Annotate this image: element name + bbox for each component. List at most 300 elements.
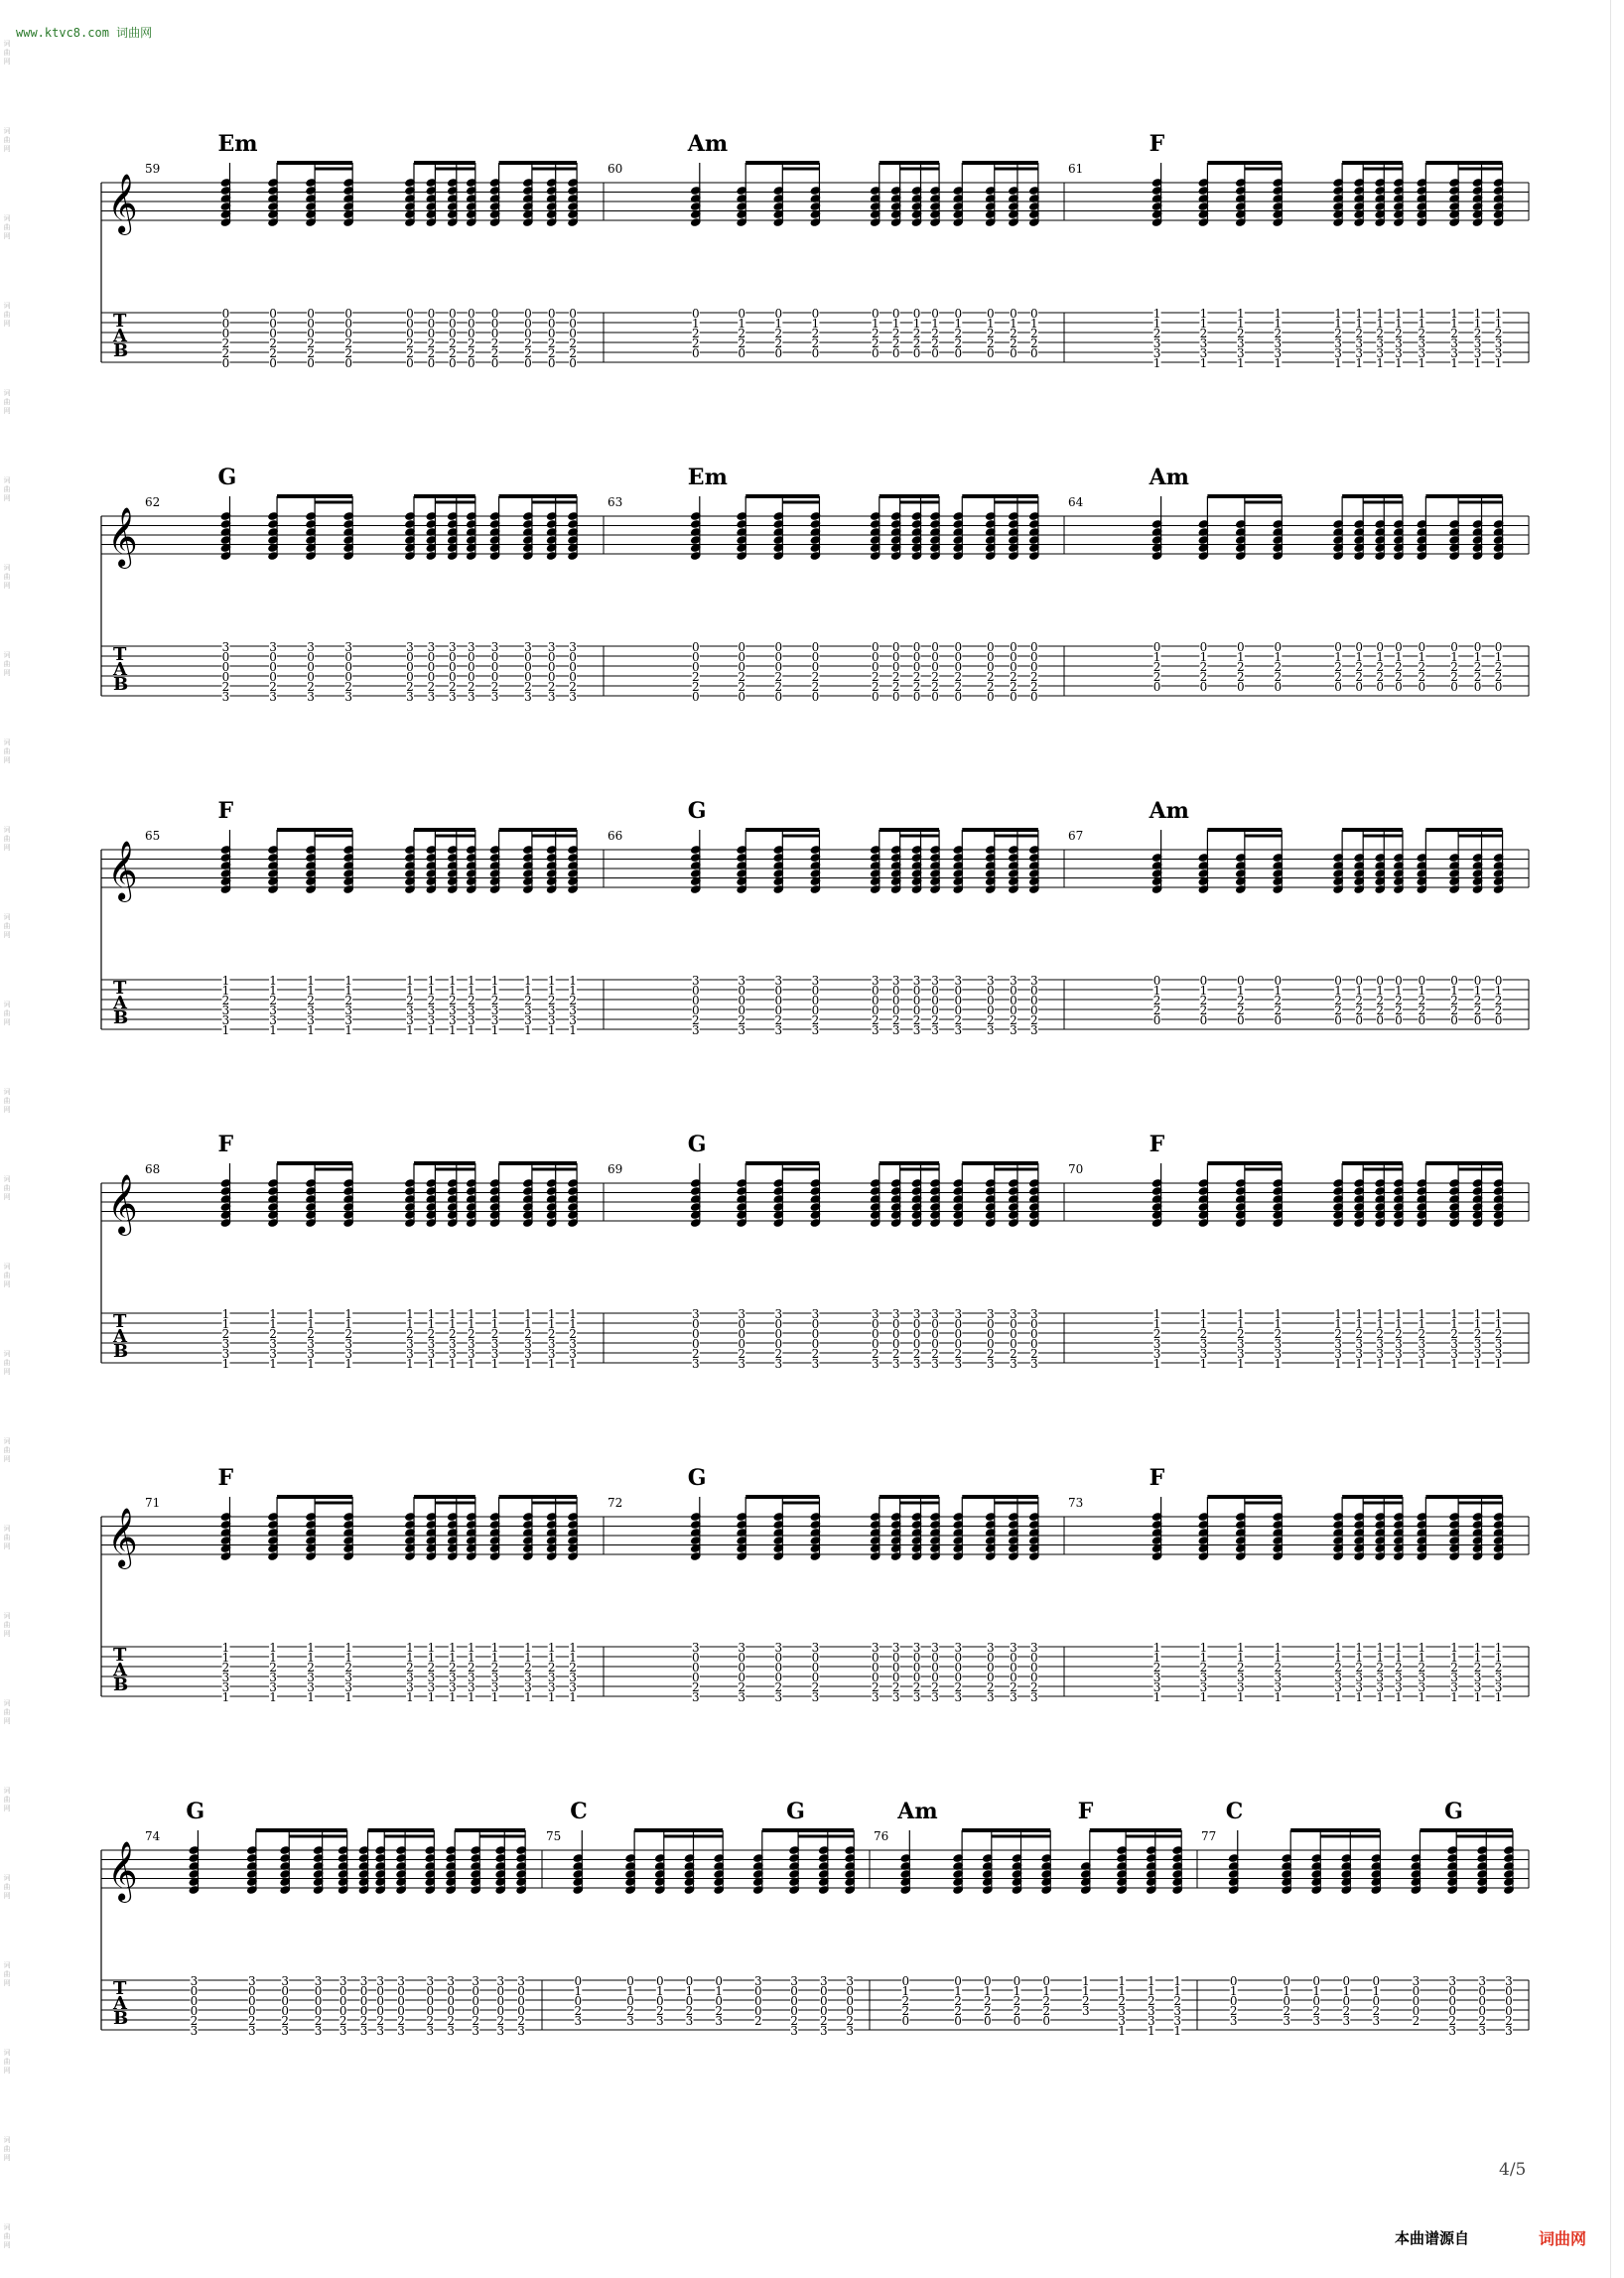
tab-fret-number: 0 xyxy=(912,660,921,674)
tab-fret-number: 3 xyxy=(1334,1680,1342,1694)
tab-fret-number: 0 xyxy=(871,994,880,1007)
tab-fret-number: 0 xyxy=(871,1004,880,1017)
tab-fret-number: 2 xyxy=(1152,1327,1161,1341)
tab-fret-number: 1 xyxy=(427,1023,436,1037)
tab-fret-number: 1 xyxy=(524,1641,532,1655)
tab-fret-number: 0 xyxy=(1342,1994,1351,2008)
tab-fret-number: 0 xyxy=(691,690,700,704)
tab-fret-number: 1 xyxy=(715,1984,724,1998)
tab-fret-number: 0 xyxy=(954,994,963,1007)
tab-fret-number: 1 xyxy=(1199,317,1208,331)
tab-fret-number: 0 xyxy=(524,660,532,674)
measure-number: 63 xyxy=(608,495,623,509)
tab-fret-number: 3 xyxy=(427,1013,436,1027)
tab-fret-number: 0 xyxy=(891,984,900,998)
tab-fret-number: 3 xyxy=(406,690,414,704)
tab-fret-number: 2 xyxy=(490,1327,499,1341)
tab-fret-number: 0 xyxy=(1030,994,1038,1007)
tab-fret-number: 1 xyxy=(1334,1651,1342,1665)
measure xyxy=(608,1465,1040,1704)
tab-fret-number: 0 xyxy=(517,2004,525,2018)
tab-fret-number: 2 xyxy=(1030,680,1038,694)
tab-fret-number: 2 xyxy=(1199,660,1208,674)
tab-fret-number: 0 xyxy=(774,660,783,674)
tab-fret-number: 1 xyxy=(1237,356,1245,370)
tab-fret-number: 3 xyxy=(1147,2014,1155,2028)
tab-fret-number: 3 xyxy=(448,640,457,654)
tab-fret-number: 2 xyxy=(1494,1327,1503,1341)
tab-fret-number: 0 xyxy=(811,1661,820,1675)
tab-fret-number: 0 xyxy=(1013,2014,1021,2028)
tab-fret-number: 1 xyxy=(406,974,414,988)
measure xyxy=(145,1799,527,2038)
footer-logo[interactable]: 词曲网 xyxy=(1539,2229,1587,2248)
tab-fret-number: 0 xyxy=(468,327,475,340)
watermark-char: 词 xyxy=(3,40,11,48)
tab-fret-number: 0 xyxy=(753,2004,762,2018)
tab-fret-number: 3 xyxy=(931,1357,939,1371)
tab-fret-number: 2 xyxy=(691,327,700,340)
tab-fret-number: 3 xyxy=(468,1347,475,1361)
tab-fret-number: 2 xyxy=(1334,327,1342,340)
tab-fret-number: 0 xyxy=(912,1327,921,1341)
tab-fret-number: 2 xyxy=(738,327,746,340)
watermark-char: 曲 xyxy=(3,1184,11,1192)
tab-fret-number: 3 xyxy=(1274,1337,1283,1351)
tab-fret-number: 3 xyxy=(547,1347,556,1361)
chord-name: Am xyxy=(897,1799,938,1824)
tab-fret-number: 0 xyxy=(790,1984,798,1998)
tab-fret-number: 1 xyxy=(547,1641,556,1655)
treble-clef-icon: 𝄞 xyxy=(107,507,138,567)
measure xyxy=(608,465,1040,704)
measure xyxy=(608,798,1040,1037)
tab-fret-number: 3 xyxy=(221,1680,230,1694)
tab-fret-number: 2 xyxy=(912,336,921,350)
tab-fret-number: 3 xyxy=(1448,2024,1457,2038)
tab-fret-number: 3 xyxy=(774,1641,783,1655)
footer-source-label: 本曲谱源自 xyxy=(1395,2229,1470,2247)
watermark-char: 网 xyxy=(3,931,11,939)
tab-fret-number: 2 xyxy=(685,2004,694,2018)
tab-fret-number: 0 xyxy=(1010,307,1017,321)
tab-fret-number: 2 xyxy=(1173,1994,1182,2008)
tab-fret-number: 1 xyxy=(1237,1317,1245,1331)
tab-fret-number: 0 xyxy=(281,1984,290,1998)
tab-fret-number: 1 xyxy=(1199,1690,1208,1704)
tab-fret-number: 2 xyxy=(524,346,532,360)
chord-name: Em xyxy=(687,465,728,490)
tab-fret-number: 0 xyxy=(691,1671,700,1684)
tab-fret-number: 0 xyxy=(314,1994,323,2008)
tab-fret-number: 0 xyxy=(1312,1994,1321,2008)
tab-fret-number: 1 xyxy=(1237,650,1245,664)
tab-fret-number: 0 xyxy=(1448,1984,1457,1998)
watermark-char: 词 xyxy=(3,2049,11,2057)
tab-fret-number: 0 xyxy=(569,356,577,370)
measure-number: 67 xyxy=(1068,829,1084,843)
tab-fret-number: 0 xyxy=(954,307,963,321)
tab-fret-number: 3 xyxy=(774,1307,783,1321)
watermark-char: 词 xyxy=(3,476,11,484)
tab-fret-number: 0 xyxy=(891,1327,900,1341)
tab-fret-number: 2 xyxy=(774,1680,783,1694)
tab-fret-number: 1 xyxy=(307,1307,315,1321)
tab-fret-number: 1 xyxy=(871,317,880,331)
tab-fret-number: 2 xyxy=(912,1347,921,1361)
tab-fret-number: 2 xyxy=(1355,670,1364,684)
tab-fret-number: 0 xyxy=(1274,974,1283,988)
tab-fret-number: 0 xyxy=(1355,640,1364,654)
tab-fret-number: 2 xyxy=(954,336,963,350)
tab-fret-number: 0 xyxy=(931,1004,939,1017)
tab-fret-number: 1 xyxy=(1342,1984,1351,1998)
tab-fret-number: 3 xyxy=(1147,2004,1155,2018)
chord-name: Am xyxy=(687,131,729,157)
tab-fret-number: 3 xyxy=(931,1307,939,1321)
tab-fret-number: 3 xyxy=(1418,1671,1426,1684)
measure-number: 60 xyxy=(608,162,623,176)
tab-fret-number: 0 xyxy=(738,1337,746,1351)
treble-clef-icon: 𝄞 xyxy=(107,174,138,233)
tab-fret-number: 1 xyxy=(1010,317,1017,331)
tab-fret-number: 0 xyxy=(344,670,352,684)
tab-fret-number: 0 xyxy=(871,1661,880,1675)
tab-fret-number: 2 xyxy=(269,1327,277,1341)
tab-fret-number: 0 xyxy=(819,2004,828,2018)
tab-fret-number: 2 xyxy=(447,2014,456,2028)
tab-fret-number: 1 xyxy=(983,1984,992,1998)
tab-fret-number: 3 xyxy=(1355,346,1364,360)
tab-fret-number: 0 xyxy=(1010,1327,1017,1341)
tab-fret-number: 0 xyxy=(986,640,995,654)
tab-fret-number: 1 xyxy=(1173,1984,1182,1998)
tab-fret-number: 2 xyxy=(811,336,820,350)
tab-fret-number: 2 xyxy=(547,680,556,694)
tab-fret-number: 2 xyxy=(1376,994,1385,1007)
tab-fret-number: 2 xyxy=(344,994,352,1007)
tab-fret-number: 1 xyxy=(1274,356,1283,370)
tab-fret-number: 2 xyxy=(986,327,995,340)
tab-fret-number: 0 xyxy=(406,660,414,674)
tab-fret-number: 3 xyxy=(427,640,436,654)
tab-fret-number: 0 xyxy=(983,1974,992,1988)
tab-fret-number: 1 xyxy=(1334,307,1342,321)
tab-fret-number: 0 xyxy=(954,1004,963,1017)
tab-fret-number: 0 xyxy=(738,984,746,998)
tab-fret-number: 2 xyxy=(427,1661,436,1675)
tab-fret-number: 0 xyxy=(406,327,414,340)
tab-fret-number: 3 xyxy=(406,1004,414,1017)
tab-fret-number: 1 xyxy=(1418,1357,1426,1371)
tab-fret-number: 2 xyxy=(1030,670,1038,684)
tab-fret-number: 1 xyxy=(1147,1974,1155,1988)
tab-fret-number: 2 xyxy=(468,336,475,350)
tab-fret-number: 2 xyxy=(738,670,746,684)
tab-fret-number: 0 xyxy=(986,307,995,321)
tab-fret-number: 1 xyxy=(1152,1641,1161,1655)
tab-fret-number: 0 xyxy=(1199,1013,1208,1027)
tab-fret-number: 0 xyxy=(1010,346,1017,360)
tab-fret-number: 1 xyxy=(1418,1317,1426,1331)
tab-fret-number: 0 xyxy=(221,317,230,331)
tab-fret-number: 0 xyxy=(691,346,700,360)
tab-fret-number: 3 xyxy=(912,1307,921,1321)
tab-fret-number: 1 xyxy=(1473,307,1482,321)
tab-fret-number: 0 xyxy=(931,1671,939,1684)
tab-fret-number: 2 xyxy=(1418,327,1426,340)
tab-fret-number: 0 xyxy=(685,1974,694,1988)
tab-fret-number: 1 xyxy=(1450,356,1458,370)
tab-fret-number: 1 xyxy=(269,1690,277,1704)
tab-fret-number: 2 xyxy=(871,1347,880,1361)
tab-fret-number: 0 xyxy=(691,994,700,1007)
watermark-char: 词 xyxy=(3,1525,11,1533)
tab-fret-number: 2 xyxy=(912,680,921,694)
tab-fret-number: 2 xyxy=(344,336,352,350)
tab-fret-number: 0 xyxy=(954,660,963,674)
watermark-char: 网 xyxy=(3,1018,11,1026)
tab-fret-number: 2 xyxy=(871,680,880,694)
tab-fret-number: 0 xyxy=(1334,1013,1342,1027)
tab-fret-number: 0 xyxy=(1010,640,1017,654)
watermark-char: 词 xyxy=(3,127,11,135)
tab-fret-number: 2 xyxy=(426,2014,435,2028)
tab-fret-number: 2 xyxy=(569,346,577,360)
tab-fret-number: 2 xyxy=(1478,2014,1487,2028)
tab-fret-number: 1 xyxy=(1473,1690,1482,1704)
tab-fret-number: 3 xyxy=(691,974,700,988)
tab-fret-number: 3 xyxy=(1118,2014,1126,2028)
tab-fret-number: 2 xyxy=(811,327,820,340)
tab-fret-number: 0 xyxy=(811,1004,820,1017)
tab-fret-number: 3 xyxy=(1473,336,1482,350)
tab-fret-number: 1 xyxy=(1118,1974,1126,1988)
tab-fret-number: 0 xyxy=(986,650,995,664)
tab-fret-number: 3 xyxy=(269,1337,277,1351)
tab-fret-number: 1 xyxy=(490,1690,499,1704)
tab-fret-number: 3 xyxy=(406,1680,414,1694)
tab-fret-number: 1 xyxy=(524,1651,532,1665)
tab-fret-number: 1 xyxy=(221,1307,230,1321)
tab-fret-number: 3 xyxy=(524,1337,532,1351)
tab-fret-number: 2 xyxy=(307,1327,315,1341)
tab-fret-number: 1 xyxy=(1494,1357,1503,1371)
tab-fret-number: 3 xyxy=(738,1357,746,1371)
tab-fret-number: 0 xyxy=(524,650,532,664)
tab-fret-number: 2 xyxy=(1494,670,1503,684)
tab-fret-number: 0 xyxy=(891,307,900,321)
tab-fret-number: 2 xyxy=(1274,1327,1283,1341)
tab-fret-number: 0 xyxy=(344,307,352,321)
tab-fret-number: 3 xyxy=(376,1974,385,1988)
tab-fret-number: 0 xyxy=(1030,307,1038,321)
tab-fret-number: 0 xyxy=(1030,1317,1038,1331)
tab-fret-number: 1 xyxy=(344,1357,352,1371)
tab-fret-number: 2 xyxy=(547,346,556,360)
tab-fret-number: 1 xyxy=(1274,307,1283,321)
tab-fret-number: 3 xyxy=(1152,336,1161,350)
tab-fret-number: 3 xyxy=(1418,1347,1426,1361)
tab-fret-number: 0 xyxy=(891,994,900,1007)
tab-fret-number: 1 xyxy=(1494,1317,1503,1331)
tab-fret-number: 2 xyxy=(1118,1994,1126,2008)
tab-fret-number: 0 xyxy=(1412,2004,1421,2018)
tab-fret-number: 1 xyxy=(1199,1651,1208,1665)
tab-fret-number: 2 xyxy=(248,2014,256,2028)
tab-fret-number: 2 xyxy=(490,994,499,1007)
tab-fret-number: 1 xyxy=(448,1307,457,1321)
tab-fret-number: 1 xyxy=(1418,307,1426,321)
tab-fret-number: 2 xyxy=(1030,1013,1038,1027)
site-url[interactable]: www.ktvc8.com 词曲网 xyxy=(16,26,153,40)
tab-fret-number: 0 xyxy=(912,1337,921,1351)
tab-fret-number: 0 xyxy=(1229,1994,1238,2008)
tab-fret-number: 3 xyxy=(912,1690,921,1704)
tab-fret-number: 2 xyxy=(221,1661,230,1675)
watermark-char: 曲 xyxy=(3,398,11,406)
tab-fret-number: 2 xyxy=(468,680,475,694)
tab-fret-number: 2 xyxy=(574,2004,583,2018)
tab-fret-number: 1 xyxy=(427,1641,436,1655)
tab-fret-number: 2 xyxy=(547,336,556,350)
tab-fret-number: 2 xyxy=(1395,660,1403,674)
watermark-char: 网 xyxy=(3,1455,11,1463)
tab-fret-number: 2 xyxy=(1395,327,1403,340)
tab-fret-number: 3 xyxy=(891,1690,900,1704)
tab-fret-number: 3 xyxy=(269,1347,277,1361)
tab-fret-number: 2 xyxy=(1395,670,1403,684)
tab-fret-number: 0 xyxy=(1450,680,1458,694)
tab-fret-number: 0 xyxy=(397,1994,405,2008)
chord-name: F xyxy=(217,798,234,824)
tab-fret-number: 3 xyxy=(1030,974,1038,988)
tab-fret-number: 3 xyxy=(1334,1347,1342,1361)
tab-fret-number: 2 xyxy=(406,1661,414,1675)
tab-fret-number: 3 xyxy=(1237,1347,1245,1361)
tab-fret-number: 0 xyxy=(1010,650,1017,664)
tab-fret-number: 0 xyxy=(774,640,783,654)
tab-fret-number: 0 xyxy=(344,317,352,331)
tab-fret-number: 3 xyxy=(490,1337,499,1351)
tab-fret-number: 1 xyxy=(1237,1357,1245,1371)
watermark-char: 词 xyxy=(3,2136,11,2144)
tab-fret-number: 3 xyxy=(986,1307,995,1321)
tab-fret-number: 0 xyxy=(811,1671,820,1684)
tab-fret-number: 2 xyxy=(448,1661,457,1675)
tab-fret-number: 3 xyxy=(406,1337,414,1351)
tab-fret-number: 0 xyxy=(691,1327,700,1341)
tab-fret-number: 0 xyxy=(774,1327,783,1341)
tab-fret-number: 0 xyxy=(1199,974,1208,988)
watermark-char: 曲 xyxy=(3,2145,11,2153)
tab-fret-number: 0 xyxy=(954,1661,963,1675)
tab-fret-number: 3 xyxy=(738,1690,746,1704)
tab-fret-number: 1 xyxy=(1376,1690,1385,1704)
tab-fret-number: 2 xyxy=(954,2004,962,2018)
tab-fret-number: 0 xyxy=(846,1994,855,2008)
tab-fret-number: 1 xyxy=(1418,1651,1426,1665)
tab-fret-number: 0 xyxy=(954,1327,963,1341)
tab-fret-number: 1 xyxy=(1355,1357,1364,1371)
tab-fret-number: 3 xyxy=(1030,1023,1038,1037)
chord-name: F xyxy=(1149,1132,1165,1157)
tab-fret-number: 3 xyxy=(685,2014,694,2028)
tab-fret-number: 1 xyxy=(1473,1641,1482,1655)
tab-fret-number: 1 xyxy=(1494,650,1503,664)
tab-fret-number: 0 xyxy=(569,307,577,321)
tab-fret-number: 1 xyxy=(1274,984,1283,998)
tab-fret-number: 0 xyxy=(891,1671,900,1684)
tab-fret-number: 2 xyxy=(1274,327,1283,340)
tab-fret-number: 2 xyxy=(774,680,783,694)
tab-fret-number: 1 xyxy=(427,1317,436,1331)
tab-fret-number: 0 xyxy=(269,650,277,664)
tab-fret-number: 1 xyxy=(344,1641,352,1655)
tab-fret-number: 3 xyxy=(811,1690,820,1704)
tab-fret-number: 1 xyxy=(490,974,499,988)
tab-fret-number: 0 xyxy=(569,660,577,674)
tab-fret-number: 0 xyxy=(344,356,352,370)
tab-fret-number: 1 xyxy=(1395,1317,1403,1331)
tab-fret-number: 0 xyxy=(221,327,230,340)
system xyxy=(101,1465,1529,1704)
tab-fret-number: 1 xyxy=(448,1690,457,1704)
tab-fret-number: 1 xyxy=(1042,1984,1051,1998)
tab-fret-number: 0 xyxy=(397,2004,405,2018)
tab-fret-number: 3 xyxy=(569,1004,577,1017)
tab-fret-number: 3 xyxy=(790,1974,798,1988)
tab-clef-letter: A xyxy=(113,1660,127,1680)
tab-fret-number: 0 xyxy=(447,2004,456,2018)
tab-fret-number: 1 xyxy=(1147,1984,1155,1998)
tab-fret-number: 0 xyxy=(1450,1013,1458,1027)
tab-fret-number: 2 xyxy=(1450,327,1458,340)
tab-fret-number: 3 xyxy=(931,1023,939,1037)
tab-fret-number: 2 xyxy=(269,994,277,1007)
tab-fret-number: 0 xyxy=(1395,640,1403,654)
tab-fret-number: 3 xyxy=(691,1023,700,1037)
tab-fret-number: 1 xyxy=(1152,1357,1161,1371)
tab-fret-number: 0 xyxy=(1376,640,1385,654)
tab-fret-number: 0 xyxy=(1395,680,1403,694)
tab-fret-number: 2 xyxy=(1199,327,1208,340)
tab-fret-number: 3 xyxy=(811,1357,820,1371)
tab-fret-number: 2 xyxy=(448,346,457,360)
tab-fret-number: 1 xyxy=(468,1690,475,1704)
tab-fret-number: 2 xyxy=(269,680,277,694)
tab-fret-number: 3 xyxy=(221,1337,230,1351)
measure xyxy=(608,131,1040,360)
tab-fret-number: 0 xyxy=(811,690,820,704)
measure xyxy=(1068,1465,1505,1704)
tab-fret-number: 1 xyxy=(1199,356,1208,370)
watermark-char: 网 xyxy=(3,1193,11,1201)
tab-fret-number: 3 xyxy=(1473,1680,1482,1694)
tab-fret-number: 3 xyxy=(1274,336,1283,350)
tab-fret-number: 3 xyxy=(524,1004,532,1017)
tab-fret-number: 3 xyxy=(524,1347,532,1361)
tab-fret-number: 3 xyxy=(307,1671,315,1684)
tab-fret-number: 1 xyxy=(490,1307,499,1321)
tab-fret-number: 3 xyxy=(954,974,963,988)
tab-fret-number: 1 xyxy=(269,1317,277,1331)
tab-fret-number: 0 xyxy=(738,690,746,704)
tab-fret-number: 2 xyxy=(221,346,230,360)
tab-fret-number: 1 xyxy=(307,1317,315,1331)
tab-fret-number: 1 xyxy=(569,1307,577,1321)
watermark-char: 词 xyxy=(3,651,11,659)
